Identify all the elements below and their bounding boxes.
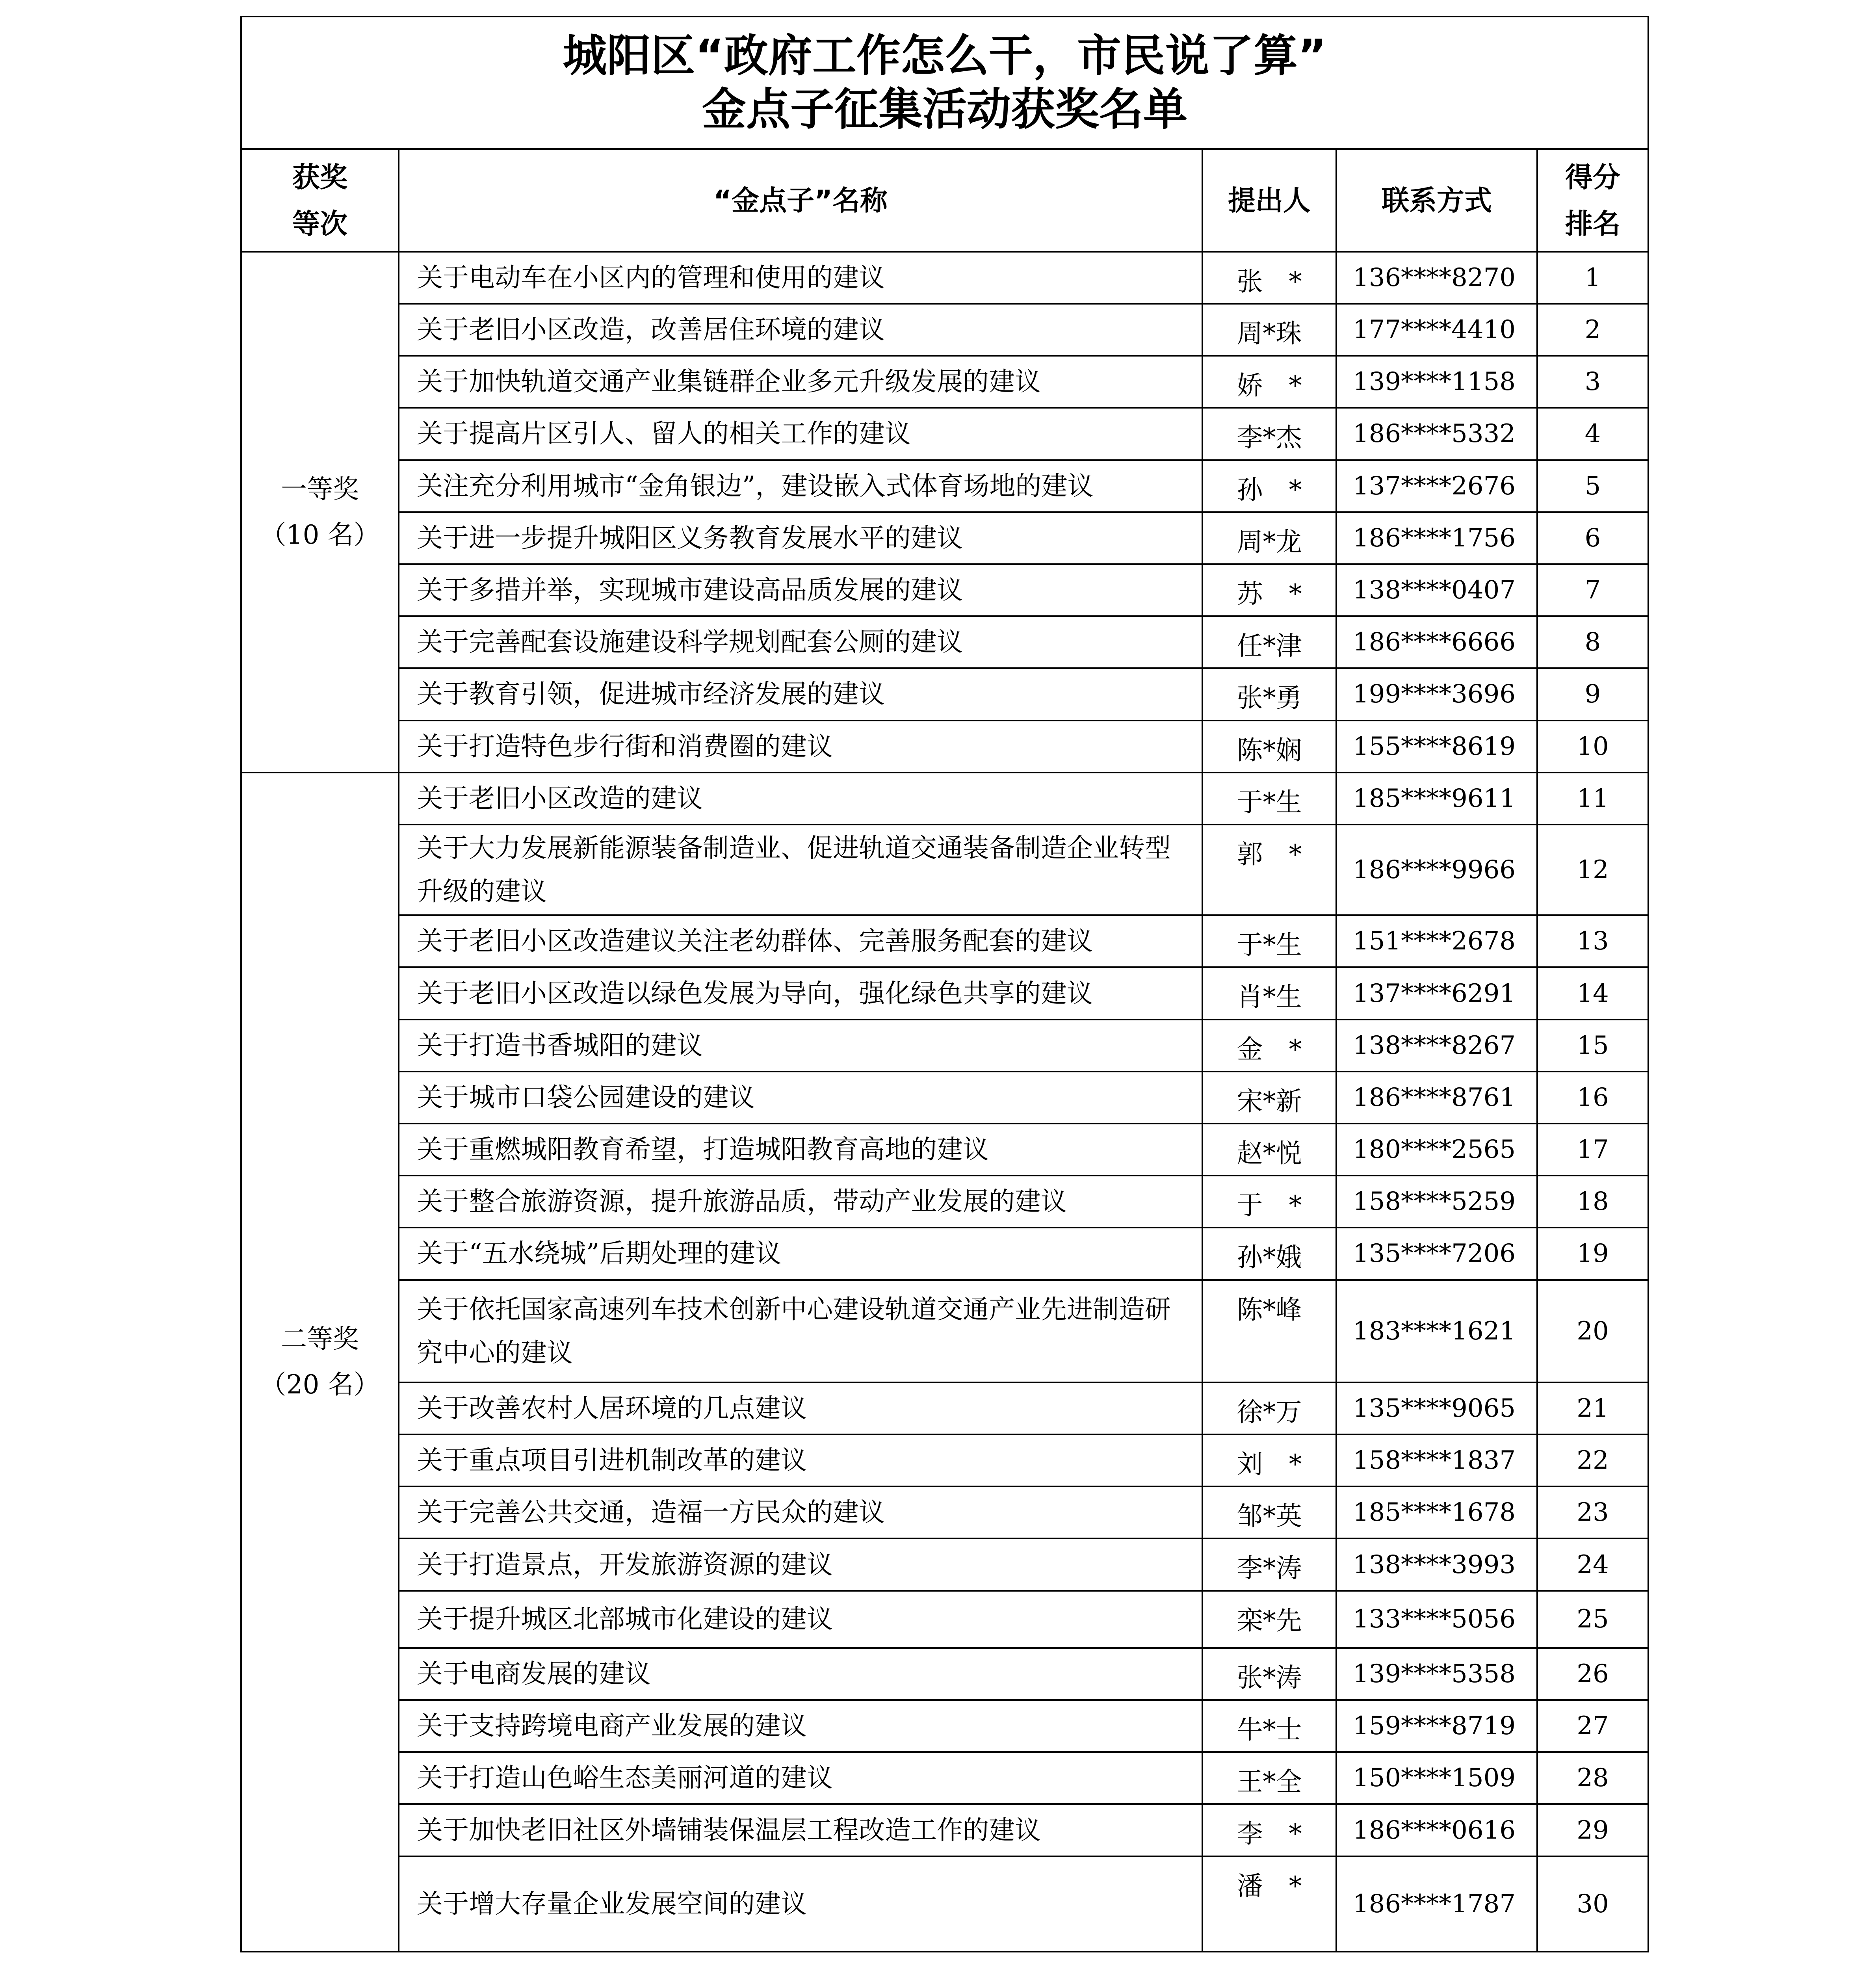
idea-name-cell: 关于提升城区北部城市化建设的建议: [399, 1591, 1202, 1648]
contact-cell: 151****2678: [1336, 915, 1537, 967]
rank-cell: 28: [1537, 1752, 1648, 1804]
contact-cell: 138****3993: [1336, 1538, 1537, 1590]
table-row: [241, 967, 1648, 1019]
proposer-cell: 刘 *: [1202, 1434, 1336, 1486]
idea-name-cell: 关于进一步提升城阳区义务教育发展水平的建议: [399, 512, 1202, 564]
idea-name-cell: 关于改善农村人居环境的几点建议: [399, 1382, 1202, 1434]
header-row: [241, 149, 1648, 251]
table-row: [241, 408, 1648, 460]
table-row: [241, 1072, 1648, 1124]
prize-level-label: 一等奖: [281, 474, 359, 504]
proposer-cell: 宋*新: [1202, 1072, 1336, 1124]
header-rank: [1537, 149, 1648, 251]
table-row: [241, 1228, 1648, 1280]
rank-cell: 30: [1537, 1856, 1648, 1952]
contact-cell: 135****9065: [1336, 1382, 1537, 1434]
rank-cell: 10: [1537, 721, 1648, 773]
proposer-cell: 于*生: [1202, 915, 1336, 967]
rank-cell: 21: [1537, 1382, 1648, 1434]
idea-name-cell: 关于电动车在小区内的管理和使用的建议: [399, 252, 1202, 304]
idea-name-cell: 关于电商发展的建议: [399, 1648, 1202, 1700]
prize-level-label: 二等奖: [281, 1324, 359, 1354]
rank-cell: 23: [1537, 1486, 1648, 1538]
table-row: [241, 1382, 1648, 1434]
title-row: [241, 17, 1648, 149]
idea-name-cell: 关于多措并举，实现城市建设高品质发展的建议: [399, 564, 1202, 616]
header-idea-name: “金点子”名称: [399, 149, 1202, 251]
contact-cell: 186****1787: [1336, 1856, 1537, 1952]
contact-cell: 136****8270: [1336, 252, 1537, 304]
table-row: [241, 460, 1648, 512]
idea-name-cell: 关于加快老旧社区外墙铺装保温层工程改造工作的建议: [399, 1804, 1202, 1856]
header-prize-line-1: 获奖: [292, 161, 347, 193]
idea-name-cell: 关于打造书香城阳的建议: [399, 1020, 1202, 1072]
proposer-cell: 陈*峰: [1202, 1280, 1336, 1382]
proposer-cell: 牛*士: [1202, 1700, 1336, 1752]
title-line-1: 城阳区“政府工作怎么干，市民说了算”: [563, 30, 1327, 82]
proposer-cell: 周*龙: [1202, 512, 1336, 564]
idea-name-cell: 关于提高片区引人、留人的相关工作的建议: [399, 408, 1202, 460]
proposer-cell: 孙*娥: [1202, 1228, 1336, 1280]
contact-cell: 135****7206: [1336, 1228, 1537, 1280]
contact-cell: 139****5358: [1336, 1648, 1537, 1700]
table-row: [241, 825, 1648, 915]
proposer-cell: 张 *: [1202, 252, 1336, 304]
prize-group-cell: [241, 252, 399, 773]
header-contact: 联系方式: [1336, 149, 1537, 251]
contact-cell: 186****9966: [1336, 825, 1537, 915]
proposer-cell: 任*津: [1202, 616, 1336, 668]
rank-cell: 29: [1537, 1804, 1648, 1856]
rank-cell: 24: [1537, 1538, 1648, 1590]
header-proposer: 提出人: [1202, 149, 1336, 251]
proposer-cell: 栾*先: [1202, 1591, 1336, 1648]
idea-name-cell: 关于大力发展新能源装备制造业、促进轨道交通装备制造企业转型升级的建议: [399, 825, 1202, 915]
proposer-cell: 肖*生: [1202, 967, 1336, 1019]
contact-cell: 185****1678: [1336, 1486, 1537, 1538]
proposer-cell: 于*生: [1202, 773, 1336, 825]
idea-name-cell: 关于“五水绕城”后期处理的建议: [399, 1228, 1202, 1280]
proposer-cell: 周*珠: [1202, 304, 1336, 356]
idea-name-cell: 关于老旧小区改造的建议: [399, 773, 1202, 825]
rank-cell: 13: [1537, 915, 1648, 967]
table-row: [241, 721, 1648, 773]
contact-cell: 180****2565: [1336, 1124, 1537, 1176]
table-row: [241, 1020, 1648, 1072]
table-row: [241, 1280, 1648, 1382]
idea-name-cell: 关于打造特色步行街和消费圈的建议: [399, 721, 1202, 773]
proposer-cell: 徐*万: [1202, 1382, 1336, 1434]
table-row: [241, 1752, 1648, 1804]
proposer-cell: 潘 *: [1202, 1856, 1336, 1952]
contact-cell: 159****8719: [1336, 1700, 1537, 1752]
proposer-cell: 郭 *: [1202, 825, 1336, 915]
idea-name-cell: 关于重点项目引进机制改革的建议: [399, 1434, 1202, 1486]
table-row: [241, 1434, 1648, 1486]
idea-name-cell: 关于重燃城阳教育希望，打造城阳教育高地的建议: [399, 1124, 1202, 1176]
contact-cell: 185****9611: [1336, 773, 1537, 825]
contact-cell: 158****5259: [1336, 1176, 1537, 1228]
award-list-document: [240, 16, 1648, 1952]
proposer-cell: 于 *: [1202, 1176, 1336, 1228]
table-row: [241, 1486, 1648, 1538]
idea-name-cell: 关于整合旅游资源，提升旅游品质，带动产业发展的建议: [399, 1176, 1202, 1228]
rank-cell: 15: [1537, 1020, 1648, 1072]
header-rank-line-2: 排名: [1565, 207, 1620, 240]
proposer-cell: 张*勇: [1202, 668, 1336, 720]
proposer-cell: 金 *: [1202, 1020, 1336, 1072]
table-row: [241, 616, 1648, 668]
proposer-cell: 邹*英: [1202, 1486, 1336, 1538]
rank-cell: 3: [1537, 356, 1648, 408]
contact-cell: 177****4410: [1336, 304, 1537, 356]
proposer-cell: 李 *: [1202, 1804, 1336, 1856]
idea-name-cell: 关于支持跨境电商产业发展的建议: [399, 1700, 1202, 1752]
idea-name-cell: 关于老旧小区改造以绿色发展为导向，强化绿色共享的建议: [399, 967, 1202, 1019]
idea-name-cell: 关于加快轨道交通产业集链群企业多元升级发展的建议: [399, 356, 1202, 408]
idea-name-cell: 关于打造景点，开发旅游资源的建议: [399, 1538, 1202, 1590]
table-row: [241, 252, 1648, 304]
idea-name-cell: 关注充分利用城市“金角银边”，建设嵌入式体育场地的建议: [399, 460, 1202, 512]
rank-cell: 5: [1537, 460, 1648, 512]
table-row: [241, 1804, 1648, 1856]
contact-cell: 186****0616: [1336, 1804, 1537, 1856]
rank-cell: 11: [1537, 773, 1648, 825]
contact-cell: 186****6666: [1336, 616, 1537, 668]
rank-cell: 1: [1537, 252, 1648, 304]
proposer-cell: 张*涛: [1202, 1648, 1336, 1700]
rank-cell: 26: [1537, 1648, 1648, 1700]
rank-cell: 9: [1537, 668, 1648, 720]
rank-cell: 12: [1537, 825, 1648, 915]
rank-cell: 8: [1537, 616, 1648, 668]
idea-name-cell: 关于打造山色峪生态美丽河道的建议: [399, 1752, 1202, 1804]
rank-cell: 27: [1537, 1700, 1648, 1752]
table-row: [241, 512, 1648, 564]
contact-cell: 155****8619: [1336, 721, 1537, 773]
header-prize-level: [241, 149, 399, 251]
table-row: [241, 1591, 1648, 1648]
table-row: [241, 1538, 1648, 1590]
idea-name-cell: 关于依托国家高速列车技术创新中心建设轨道交通产业先进制造研究中心的建议: [399, 1280, 1202, 1382]
rank-cell: 17: [1537, 1124, 1648, 1176]
table-row: [241, 1124, 1648, 1176]
proposer-cell: 陈*娴: [1202, 721, 1336, 773]
header-prize-line-2: 等次: [292, 207, 347, 240]
contact-cell: 158****1837: [1336, 1434, 1537, 1486]
table-row: [241, 773, 1648, 825]
contact-cell: 137****2676: [1336, 460, 1537, 512]
contact-cell: 183****1621: [1336, 1280, 1537, 1382]
prize-count-label: （10 名）: [260, 519, 380, 550]
idea-name-cell: 关于老旧小区改造，改善居住环境的建议: [399, 304, 1202, 356]
idea-name-cell: 关于老旧小区改造建议关注老幼群体、完善服务配套的建议: [399, 915, 1202, 967]
table-row: [241, 668, 1648, 720]
idea-name-cell: 关于完善公共交通，造福一方民众的建议: [399, 1486, 1202, 1538]
rank-cell: 14: [1537, 967, 1648, 1019]
contact-cell: 150****1509: [1336, 1752, 1537, 1804]
rank-cell: 16: [1537, 1072, 1648, 1124]
rank-cell: 20: [1537, 1280, 1648, 1382]
proposer-cell: 苏 *: [1202, 564, 1336, 616]
header-rank-line-1: 得分: [1565, 161, 1620, 193]
proposer-cell: 娇 *: [1202, 356, 1336, 408]
contact-cell: 138****8267: [1336, 1020, 1537, 1072]
contact-cell: 133****5056: [1336, 1591, 1537, 1648]
idea-name-cell: 关于完善配套设施建设科学规划配套公厕的建议: [399, 616, 1202, 668]
prize-group-cell: [241, 773, 399, 1952]
rank-cell: 6: [1537, 512, 1648, 564]
contact-cell: 186****8761: [1336, 1072, 1537, 1124]
table-row: [241, 304, 1648, 356]
idea-name-cell: 关于城市口袋公园建设的建议: [399, 1072, 1202, 1124]
contact-cell: 186****1756: [1336, 512, 1537, 564]
contact-cell: 138****0407: [1336, 564, 1537, 616]
contact-cell: 137****6291: [1336, 967, 1537, 1019]
rank-cell: 22: [1537, 1434, 1648, 1486]
document-title: [241, 17, 1648, 149]
table-row: [241, 915, 1648, 967]
prize-count-label: （20 名）: [260, 1369, 380, 1400]
proposer-cell: 赵*悦: [1202, 1124, 1336, 1176]
table-row: [241, 1700, 1648, 1752]
award-table: [240, 16, 1649, 1952]
proposer-cell: 李*杰: [1202, 408, 1336, 460]
rank-cell: 4: [1537, 408, 1648, 460]
proposer-cell: 王*全: [1202, 1752, 1336, 1804]
contact-cell: 199****3696: [1336, 668, 1537, 720]
rank-cell: 2: [1537, 304, 1648, 356]
proposer-cell: 孙 *: [1202, 460, 1336, 512]
table-row: [241, 564, 1648, 616]
rank-cell: 18: [1537, 1176, 1648, 1228]
table-row: [241, 1648, 1648, 1700]
idea-name-cell: 关于增大存量企业发展空间的建议: [399, 1856, 1202, 1952]
rank-cell: 7: [1537, 564, 1648, 616]
rank-cell: 25: [1537, 1591, 1648, 1648]
table-row: [241, 356, 1648, 408]
contact-cell: 186****5332: [1336, 408, 1537, 460]
table-row: [241, 1176, 1648, 1228]
table-row: [241, 1856, 1648, 1952]
idea-name-cell: 关于教育引领，促进城市经济发展的建议: [399, 668, 1202, 720]
proposer-cell: 李*涛: [1202, 1538, 1336, 1590]
title-line-2: 金点子征集活动获奖名单: [702, 84, 1187, 136]
contact-cell: 139****1158: [1336, 356, 1537, 408]
rank-cell: 19: [1537, 1228, 1648, 1280]
